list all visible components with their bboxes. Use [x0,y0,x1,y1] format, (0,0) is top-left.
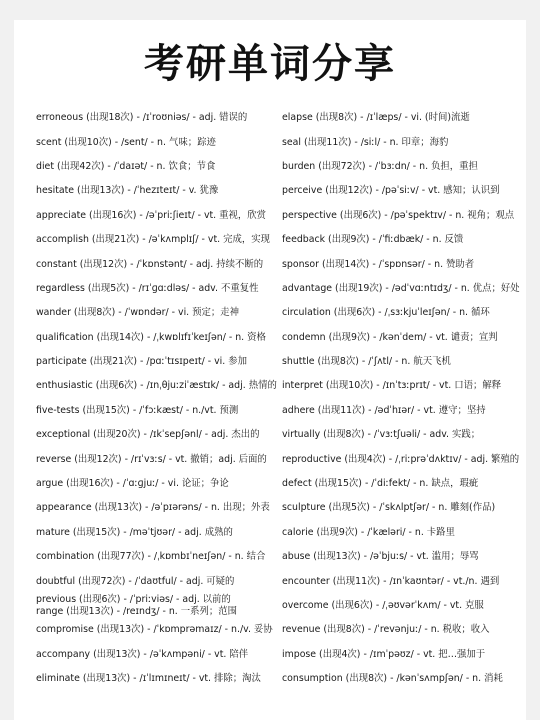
word-entry: calorie (出现9次) - /ˈkæləri/ - n. 卡路里 [282,526,455,538]
word-entry: regardless (出现5次) - /rɪˈɡɑːdləs/ - adv. 不重复性 [36,282,259,294]
word-entry: seal (出现11次) - /siːl/ - n. 印章；海豹 [282,136,449,148]
word-entry: enthusiastic (出现6次) - /ɪnˌθjuːziˈæstɪk/ - adj. 热情的 [36,380,277,392]
word-entry: interpret (出现10次) - /ɪnˈtɜːprɪt/ - vt. 口语；解释 [282,380,502,392]
word-entry: five-tests (出现15次) - /ˈfɔːkæst/ - n./vt. 预测 [36,404,239,416]
word-entry: sculpture (出现5次) - /ˈskʌlptʃər/ - n. 雕刻(作品) [282,502,496,514]
word-entry: combination (出现77次) - /ˌkɒmbɪˈneɪʃən/ - n. 结合 [36,551,266,563]
page-title: 考研单词分享 [144,41,396,87]
word-entry: accompany (出现13次) - /əˈkʌmpəni/ - vt. 陪伴 [36,648,249,660]
right-word-column [282,106,522,691]
word-entry: reproductive (出现4次) - /ˌriːprəˈdʌktɪv/ - adj. 繁殖的 [282,453,520,465]
word-entry: sponsor (出现14次) - /ˈspɒnsər/ - n. 赞助者 [282,258,475,270]
word-entry: wander (出现8次) - /ˈwɒndər/ - vi. 预定；走神 [36,307,240,319]
word-entry: mature (出现15次) - /məˈtjʊər/ - adj. 成熟的 [36,526,233,538]
word-entry-double [36,594,274,618]
word-entry: advantage (出现19次) - /ədˈvɑːntɪdʒ/ - n. 优点；好处 [282,282,520,294]
word-entry: impose (出现4次) - /ɪmˈpəʊz/ - vt. 把…强加于 [282,648,486,660]
word-entry: consumption (出现8次) - /kənˈsʌmpʃən/ - n. 消耗 [282,673,503,685]
word-entry: previous (出现6次) - /ˈpriːviəs/ - adj. 以前的 [36,593,231,605]
word-entry: hesitate (出现13次) - /ˈhezɪteɪt/ - v. 犹豫 [36,185,219,197]
word-entry: range (出现13次) - /reɪndʒ/ - n. 一系列；范围 [36,605,237,617]
word-entry: erroneous (出现18次) - /ɪˈroʊniəs/ - adj. 错误的 [36,112,248,124]
word-entry: condemn (出现9次) - /kənˈdem/ - vt. 谴责；宣判 [282,331,498,343]
word-entry: circulation (出现6次) - /ˌsɜːkjuˈleɪʃən/ - n. 循环 [282,307,490,319]
word-entry: reverse (出现12次) - /rɪˈvɜːs/ - vt. 撤销；adj. 后面的 [36,453,267,465]
left-word-column [36,106,277,691]
word-entry: exceptional (出现20次) - /ɪkˈsepʃənl/ - adj. 杰出的 [36,429,260,441]
word-entry: appreciate (出现16次) - /əˈpriːʃieɪt/ - vt. 重视，欣赏 [36,209,267,221]
word-entry: defect (出现15次) - /ˈdiːfekt/ - n. 缺点，瑕疵 [282,478,479,490]
word-entry: accomplish (出现21次) - /əˈkʌmplɪʃ/ - vt. 完成，实现 [36,234,270,246]
word-entry: perspective (出现6次) - /pəˈspektɪv/ - n. 视角；观点 [282,209,515,221]
word-entry: virtually (出现8次) - /ˈvɜːtʃuəli/ - adv. 实践； [282,429,481,441]
word-entry: burden (出现72次) - /ˈbɜːdn/ - n. 负担，重担 [282,160,478,172]
word-entry: appearance (出现13次) - /əˈpɪərəns/ - n. 出现；外表 [36,502,270,514]
word-entry: participate (出现21次) - /pɑːˈtɪsɪpeɪt/ - vi. 参加 [36,356,247,368]
word-entry: diet (出现42次) - /ˈdaɪət/ - n. 饮食；节食 [36,160,216,172]
word-entry: feedback (出现9次) - /ˈfiːdbæk/ - n. 反馈 [282,234,464,246]
word-entry: encounter (出现11次) - /ɪnˈkaʊntər/ - vt./n. 遇到 [282,575,500,587]
word-entry: argue (出现16次) - /ˈɑːɡjuː/ - vi. 论证；争论 [36,478,229,490]
word-entry: overcome (出现6次) - /ˌəʊvərˈkʌm/ - vt. 克服 [282,600,484,611]
word-entry: perceive (出现12次) - /pəˈsiːv/ - vt. 感知；认识到 [282,185,500,197]
content-card [14,20,526,720]
word-entry: qualification (出现14次) - /ˌkwɒlɪfɪˈkeɪʃən/ - n. 资格 [36,331,266,343]
word-entry: constant (出现12次) - /ˈkɒnstənt/ - adj. 持续不断的 [36,258,264,270]
word-entry: elapse (出现8次) - /ɪˈlæps/ - vi. (时间)流逝 [282,112,470,124]
word-entry: shuttle (出现8次) - /ˈʃʌtl/ - n. 航天飞机 [282,356,451,368]
word-entry: adhere (出现11次) - /ədˈhɪər/ - vt. 遵守；坚持 [282,404,486,416]
word-entry: revenue (出现8次) - /ˈrevənjuː/ - n. 税收；收入 [282,624,490,636]
word-entry: compromise (出现13次) - /ˈkɒmprəmaɪz/ - n./v. 妥协 [36,624,273,636]
word-entry: abuse (出现13次) - /əˈbjuːs/ - vt. 滥用；辱骂 [282,551,479,563]
word-entry: eliminate (出现13次) - /ɪˈlɪmɪneɪt/ - vt. 排除；淘汰 [36,673,261,685]
word-entry: scent (出现10次) - /sent/ - n. 气味；踪迹 [36,136,216,148]
word-entry: doubtful (出现72次) - /ˈdaʊtful/ - adj. 可疑的 [36,575,235,587]
